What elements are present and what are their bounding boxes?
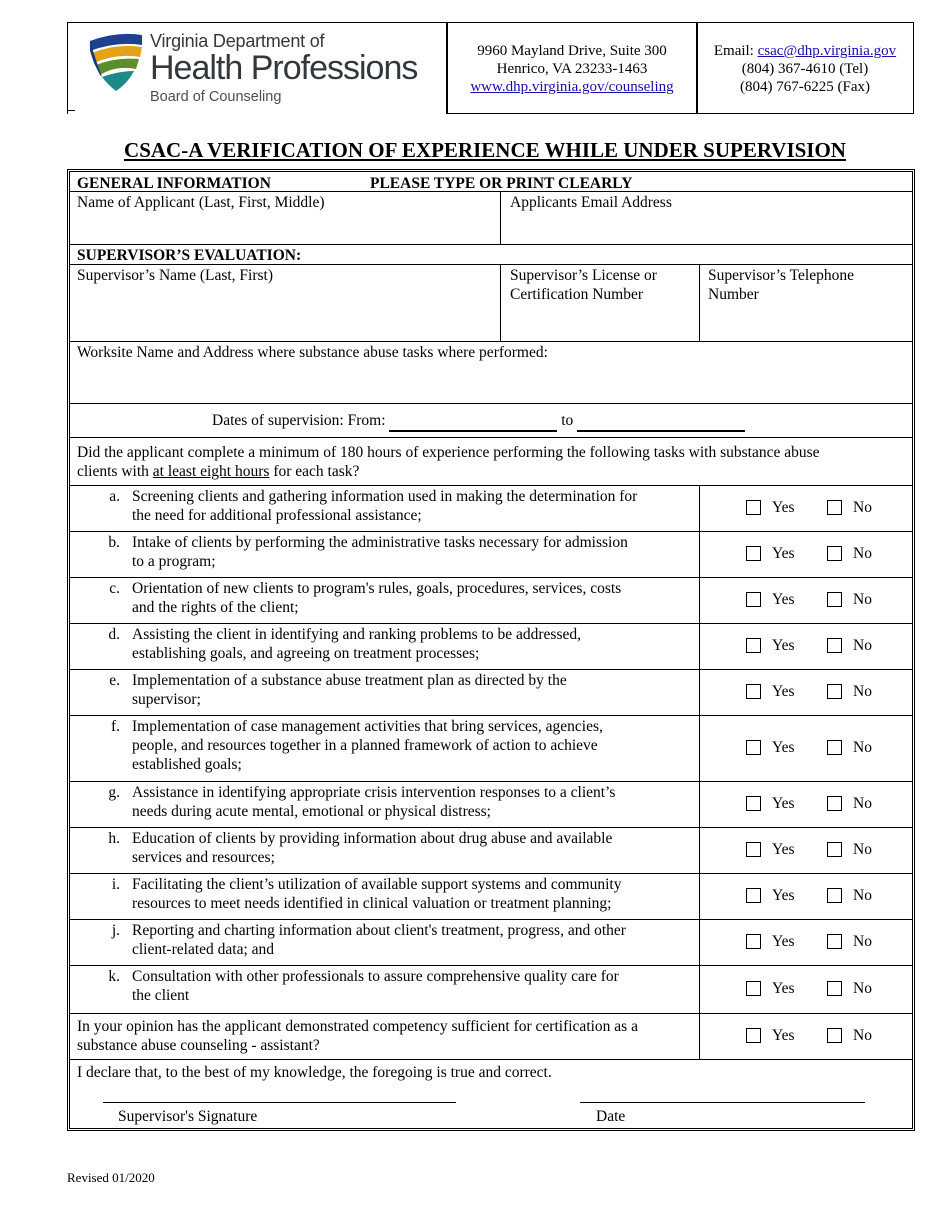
divider — [699, 485, 700, 1059]
task-yes-no — [746, 682, 916, 702]
task-text-line: and the rights of the client; — [132, 599, 299, 616]
task-text-line: Education of clients by providing information about drug abuse and available — [132, 830, 613, 847]
task-text-line: services and resources; — [132, 849, 275, 866]
task-yes-no — [746, 590, 916, 610]
yes-label: Yes — [772, 591, 795, 608]
hours-question-text-b: for each task? — [269, 463, 360, 480]
task-letter: f. — [110, 718, 120, 735]
competency-question — [77, 1017, 638, 1055]
date-line[interactable] — [580, 1102, 865, 1103]
task-yes-no — [746, 498, 916, 518]
no-label: No — [853, 739, 872, 756]
contact-box — [696, 22, 914, 114]
yes-label: Yes — [772, 683, 795, 700]
task-text-line: to a program; — [132, 553, 216, 570]
task-text-line: client-related data; and — [132, 941, 275, 958]
yes-label: Yes — [772, 933, 795, 950]
dates-to-label: to — [561, 412, 574, 429]
yes-label: Yes — [772, 887, 795, 904]
task-text-line: resources to meet needs identified in clinical valuation or treatment planning; — [132, 895, 612, 912]
no-checkbox[interactable] — [827, 796, 842, 811]
divider — [699, 264, 700, 341]
no-label: No — [853, 683, 872, 700]
divider — [70, 531, 912, 532]
task-letter: c. — [109, 580, 120, 597]
divider — [70, 264, 912, 265]
task-text-line: Screening clients and gathering information used in making the determination for — [132, 488, 638, 505]
task-text-line: people, and resources together in a planned framework of action to achieve — [132, 737, 598, 754]
task-text-line: Implementation of case management activities that bring services, agencies, — [132, 718, 603, 735]
no-checkbox[interactable] — [827, 638, 842, 653]
task-text-line: the need for additional professional assistance; — [132, 507, 422, 524]
print-instruction: PLEASE TYPE OR PRINT CLEARLY — [370, 175, 633, 192]
applicant-name-label: Name of Applicant (Last, First, Middle) — [77, 194, 325, 211]
yes-label: Yes — [772, 499, 795, 516]
task-text-line: Implementation of a substance abuse treatment plan as directed by the — [132, 672, 567, 689]
no-checkbox[interactable] — [827, 740, 842, 755]
email-label: Email: — [713, 43, 754, 59]
license-label-line-2: Certification Number — [510, 286, 643, 303]
form-title: CSAC-A VERIFICATION OF EXPERIENCE WHILE UNDER SUPERVISION — [124, 138, 846, 162]
no-checkbox[interactable] — [827, 592, 842, 607]
address-line-1: 9960 Mayland Drive, Suite 300 — [477, 43, 667, 59]
dhp-logo-icon — [86, 31, 146, 93]
task-yes-no — [746, 840, 916, 860]
divider — [70, 623, 912, 624]
general-info-heading: GENERAL INFORMATION — [77, 175, 271, 192]
logo-box — [67, 22, 448, 114]
yes-checkbox[interactable] — [746, 500, 761, 515]
task-letter: a. — [109, 488, 120, 505]
yes-label: Yes — [772, 1027, 795, 1044]
task-text — [132, 671, 697, 709]
no-checkbox[interactable] — [827, 934, 842, 949]
signature-line[interactable] — [103, 1102, 456, 1103]
no-label: No — [853, 591, 872, 608]
competency-yes-checkbox[interactable] — [746, 1028, 761, 1043]
divider — [70, 244, 912, 245]
divider — [70, 715, 912, 716]
task-letter: b. — [108, 534, 120, 551]
competency-no-checkbox[interactable] — [827, 1028, 842, 1043]
date-label: Date — [596, 1108, 626, 1125]
no-checkbox[interactable] — [827, 546, 842, 561]
website-link[interactable]: www.dhp.virginia.gov/counseling — [470, 79, 674, 95]
letterhead — [67, 22, 914, 114]
task-text — [132, 829, 697, 867]
task-text — [132, 625, 697, 663]
task-text — [132, 717, 697, 774]
yes-checkbox[interactable] — [746, 592, 761, 607]
email-line — [697, 42, 913, 60]
yes-checkbox[interactable] — [746, 888, 761, 903]
hours-question-text-a: clients with — [77, 463, 153, 480]
no-label: No — [853, 887, 872, 904]
no-label: No — [853, 795, 872, 812]
task-yes-no — [746, 544, 916, 564]
dates-from-label: Dates of supervision: From: — [212, 412, 386, 429]
supervisor-name-label: Supervisor’s Name (Last, First) — [77, 267, 274, 284]
task-letter: k. — [108, 968, 120, 985]
no-label: No — [853, 499, 872, 516]
task-yes-no — [746, 794, 916, 814]
task-text — [132, 875, 697, 913]
task-letter: e. — [109, 672, 120, 689]
divider — [70, 827, 912, 828]
task-text — [132, 967, 697, 1005]
applicant-email-label: Applicants Email Address — [510, 194, 672, 211]
yes-label: Yes — [772, 545, 795, 562]
no-label: No — [853, 933, 872, 950]
yes-label: Yes — [772, 841, 795, 858]
divider — [70, 781, 912, 782]
task-text-line: Assisting the client in identifying and ranking problems to be addressed, — [132, 626, 581, 643]
no-checkbox[interactable] — [827, 684, 842, 699]
divider — [70, 965, 912, 966]
yes-checkbox[interactable] — [746, 842, 761, 857]
task-text-line: supervisor; — [132, 691, 201, 708]
divider — [70, 577, 912, 578]
no-label: No — [853, 1027, 872, 1044]
divider — [70, 919, 912, 920]
divider — [67, 110, 75, 111]
task-letter: d. — [108, 626, 120, 643]
task-letter: i. — [111, 876, 120, 893]
no-checkbox[interactable] — [827, 500, 842, 515]
yes-label: Yes — [772, 795, 795, 812]
task-text-line: established goals; — [132, 756, 242, 773]
address-line-2: Henrico, VA 23233-1463 — [496, 61, 648, 77]
yes-label: Yes — [772, 637, 795, 654]
no-label: No — [853, 841, 872, 858]
address-box — [446, 22, 698, 114]
no-label: No — [853, 637, 872, 654]
task-text-line: needs during acute mental, emotional or physical distress; — [132, 803, 491, 820]
divider — [70, 873, 912, 874]
task-yes-no — [746, 886, 916, 906]
worksite-label: Worksite Name and Address where substance abuse tasks where performed: — [77, 344, 548, 361]
org-line-3: Board of Counseling — [150, 89, 282, 105]
task-yes-no — [746, 636, 916, 656]
tel-line: (804) 367-4610 (Tel) — [741, 61, 869, 77]
divider — [70, 191, 912, 192]
no-checkbox[interactable] — [827, 981, 842, 996]
competency-line-1: In your opinion has the applicant demonstrated competency sufficient for certification as a — [77, 1018, 638, 1035]
yes-checkbox[interactable] — [746, 934, 761, 949]
license-label-line-1: Supervisor’s License or — [510, 267, 657, 284]
task-text-line: Reporting and charting information about client's treatment, progress, and other — [132, 922, 626, 939]
hours-question-line-2 — [77, 462, 820, 481]
verification-form — [67, 169, 915, 1131]
yes-label: Yes — [772, 739, 795, 756]
divider — [70, 485, 912, 486]
divider — [70, 1059, 912, 1060]
task-text — [132, 487, 697, 525]
signature-label: Supervisor's Signature — [118, 1108, 258, 1125]
task-yes-no — [746, 979, 916, 999]
task-letter: j. — [111, 922, 120, 939]
yes-checkbox[interactable] — [746, 684, 761, 699]
task-text — [132, 783, 697, 821]
dates-of-supervision — [212, 411, 745, 432]
fax-line: (804) 767-6225 (Fax) — [740, 79, 870, 95]
supervisor-evaluation-heading: SUPERVISOR’S EVALUATION: — [77, 247, 302, 264]
no-label: No — [853, 980, 872, 997]
yes-checkbox[interactable] — [746, 796, 761, 811]
no-label: No — [853, 545, 872, 562]
competency-line-2: substance abuse counseling - assistant? — [77, 1037, 320, 1054]
task-text — [132, 921, 697, 959]
yes-checkbox[interactable] — [746, 981, 761, 996]
task-text — [132, 533, 697, 571]
supervisor-phone-label — [708, 266, 854, 304]
task-text-line: Consultation with other professionals to assure comprehensive quality care for — [132, 968, 619, 985]
divider — [70, 341, 912, 342]
supervisor-license-label — [510, 266, 657, 304]
task-text — [132, 579, 697, 617]
org-line-1: Virginia Department of — [150, 31, 325, 51]
hours-question-line-1: Did the applicant complete a minimum of 180 hours of experience performing the following tasks with substance abuse — [77, 444, 820, 461]
task-letter: g. — [108, 784, 120, 801]
task-text-line: Assistance in identifying appropriate crisis intervention responses to a client’s — [132, 784, 616, 801]
divider — [70, 1013, 912, 1014]
yes-checkbox[interactable] — [746, 638, 761, 653]
org-line-2: Health Professions — [150, 49, 418, 87]
divider — [500, 264, 501, 341]
task-text-line: Intake of clients by performing the administrative tasks necessary for admission — [132, 534, 628, 551]
task-yes-no — [746, 738, 916, 758]
task-letter: h. — [108, 830, 120, 847]
no-checkbox[interactable] — [827, 888, 842, 903]
dates-to-field[interactable] — [577, 411, 745, 432]
task-yes-no — [746, 932, 916, 952]
dates-from-field[interactable] — [389, 411, 557, 432]
task-text-line: the client — [132, 987, 190, 1004]
task-text-line: Facilitating the client’s utilization of available support systems and community — [132, 876, 622, 893]
email-link[interactable]: csac@dhp.virginia.gov — [757, 43, 897, 59]
hours-question-emphasis: at least eight hours — [152, 463, 270, 480]
divider — [70, 669, 912, 670]
task-text-line: Orientation of new clients to program's rules, goals, procedures, services, costs — [132, 580, 622, 597]
declaration-text: I declare that, to the best of my knowledge, the foregoing is true and correct. — [77, 1064, 552, 1081]
competency-yes-no — [746, 1026, 916, 1046]
yes-checkbox[interactable] — [746, 740, 761, 755]
phone-label-line-1: Supervisor’s Telephone — [708, 267, 855, 284]
yes-checkbox[interactable] — [746, 546, 761, 561]
divider — [70, 403, 912, 404]
hours-question — [77, 443, 820, 481]
yes-label: Yes — [772, 980, 795, 997]
task-text-line: establishing goals, and agreeing on treatment processes; — [132, 645, 480, 662]
revision-note: Revised 01/2020 — [67, 1170, 155, 1185]
divider — [500, 191, 501, 244]
phone-label-line-2: Number — [708, 286, 759, 303]
no-checkbox[interactable] — [827, 842, 842, 857]
divider — [70, 437, 912, 438]
